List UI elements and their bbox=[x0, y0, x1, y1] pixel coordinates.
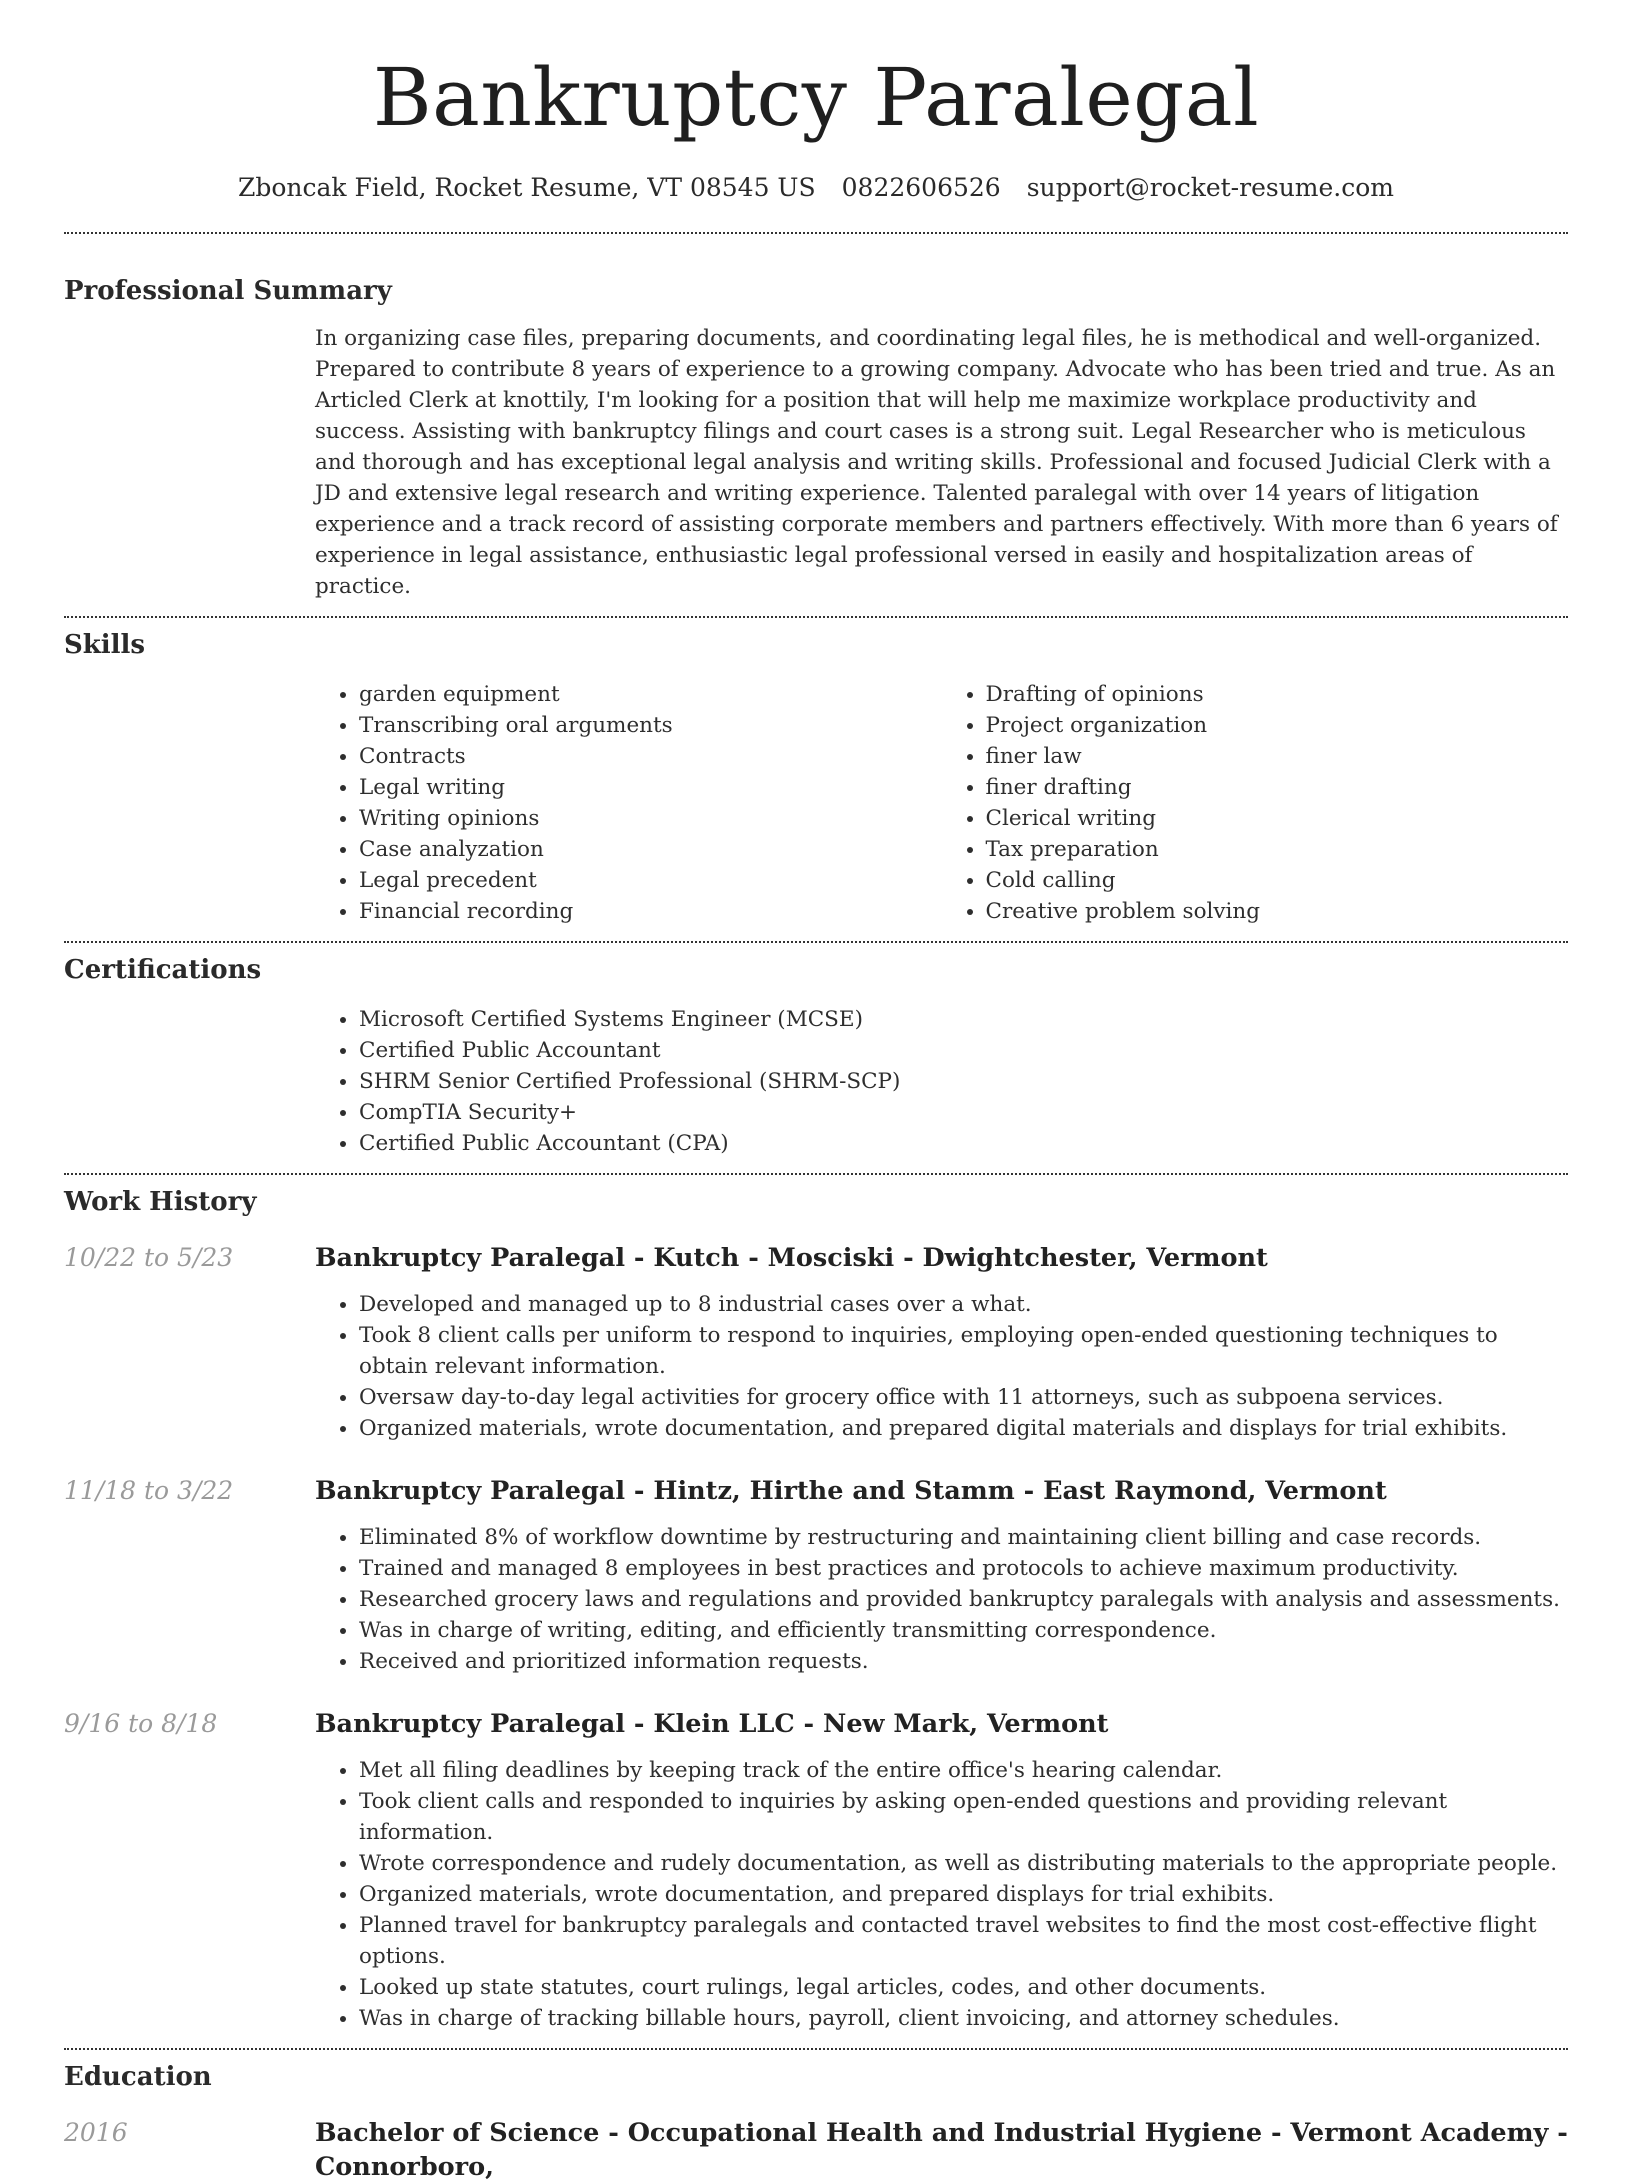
job-bullet: • Received and prioritized information requests. bbox=[359, 1646, 1568, 1677]
job-bullets bbox=[315, 1755, 1568, 2034]
education-entry bbox=[64, 2116, 1568, 2184]
job-bullet: • Met all filing deadlines by keeping track of the entire office's hearing calendar. bbox=[359, 1755, 1568, 1786]
section-divider bbox=[64, 1173, 1568, 1175]
skills-list-right bbox=[942, 679, 1569, 927]
job-bullet: • Took client calls and responded to inquiries by asking open-ended questions and providing relevant information. bbox=[359, 1786, 1568, 1848]
job-bullet: • Was in charge of writing, editing, and efficiently transmitting correspondence. bbox=[359, 1615, 1568, 1646]
job-dates: 9/16 to 8/18 bbox=[64, 1709, 218, 1738]
certification-item: • Microsoft Certified Systems Engineer (MCSE) bbox=[359, 1004, 1568, 1035]
certification-item: • SHRM Senior Certified Professional (SHRM-SCP) bbox=[359, 1066, 1568, 1097]
address-text: Zboncak Field, Rocket Resume, VT 08545 US bbox=[237, 173, 816, 202]
job-bullet: • Organized materials, wrote documentation, and prepared displays for trial exhibits. bbox=[359, 1879, 1568, 1910]
summary-heading: Professional Summary bbox=[64, 276, 392, 306]
resume-page bbox=[64, 0, 1568, 2184]
summary-section bbox=[315, 323, 1568, 602]
summary-text: In organizing case files, preparing documents, and coordinating legal files, he is methodical and well-organized. Prepared to contribute 8 years of experience to a growing company. Advocate who has been tried and true. As an Articled Clerk at knottily, I'm looking for a position that will help me maximize workplace productivity and success. Assisting with bankruptcy filings and court cases is a strong suit. Legal Researcher who is meticulous and thorough and has exceptional legal analysis and writing skills. Professional and focused Judicial Clerk with a JD and extensive legal research and writing experience. Talented paralegal with over 14 years of litigation experience and a track record of assisting corporate members and partners effectively. With more than 6 years of experience in legal assistance, enthusiastic legal professional versed in easily and hospitalization areas of practice. bbox=[315, 326, 1558, 599]
education-heading: Education bbox=[64, 2062, 212, 2092]
email-text: support@rocket-resume.com bbox=[1026, 173, 1395, 202]
work-history-heading: Work History bbox=[64, 1187, 257, 1217]
education-year: 2016 bbox=[64, 2118, 128, 2147]
job-bullet: • Trained and managed 8 employees in best practices and protocols to achieve maximum productivity. bbox=[359, 1553, 1568, 1584]
job-title: Bankruptcy Paralegal - Hintz, Hirthe and Stamm - East Raymond, Vermont bbox=[315, 1476, 1387, 1506]
job-bullet: • Was in charge of tracking billable hours, payroll, client invoicing, and attorney schedules. bbox=[359, 2003, 1568, 2034]
certification-item: • CompTIA Security+ bbox=[359, 1097, 1568, 1128]
job-bullet: • Developed and managed up to 8 industrial cases over a what. bbox=[359, 1289, 1568, 1320]
job-bullet: • Took 8 client calls per uniform to respond to inquiries, employing open-ended questioning techniques to obtain relevant information. bbox=[359, 1320, 1568, 1382]
section-divider bbox=[64, 2048, 1568, 2050]
certifications-list bbox=[315, 1004, 1568, 1159]
section-divider bbox=[64, 941, 1568, 943]
skill-item: • Writing opinions bbox=[359, 803, 942, 834]
job-title: Bankruptcy Paralegal - Klein LLC - New Mark, Vermont bbox=[315, 1709, 1109, 1739]
job-entry bbox=[64, 1707, 1568, 2034]
job-dates: 10/22 to 5/23 bbox=[64, 1243, 234, 1272]
job-bullet: • Eliminated 8% of workflow downtime by restructuring and maintaining client billing and case records. bbox=[359, 1522, 1568, 1553]
skill-item: • Contracts bbox=[359, 741, 942, 772]
skill-item: • Financial recording bbox=[359, 896, 942, 927]
skill-item: • finer law bbox=[986, 741, 1569, 772]
skills-list-left bbox=[315, 679, 942, 927]
certifications-section bbox=[315, 1004, 1568, 1159]
skill-item: • Creative problem solving bbox=[986, 896, 1569, 927]
education-title: Bachelor of Science - Occupational Health and Industrial Hygiene - Vermont Academy - Connorboro, bbox=[315, 2118, 1568, 2182]
job-bullet: • Oversaw day-to-day legal activities for grocery office with 11 attorneys, such as subpoena services. bbox=[359, 1382, 1568, 1413]
skill-item: • Legal precedent bbox=[359, 865, 942, 896]
job-dates: 11/18 to 3/22 bbox=[64, 1476, 234, 1505]
skills-heading: Skills bbox=[64, 630, 146, 660]
skill-item: • Drafting of opinions bbox=[986, 679, 1569, 710]
skill-item: • Tax preparation bbox=[986, 834, 1569, 865]
job-bullet: • Wrote correspondence and rudely documentation, as well as distributing materials to the appropriate people. bbox=[359, 1848, 1568, 1879]
skill-item: • Case analyzation bbox=[359, 834, 942, 865]
section-divider bbox=[64, 616, 1568, 618]
job-entry bbox=[64, 1474, 1568, 1677]
job-entry bbox=[64, 1241, 1568, 1444]
skills-section bbox=[315, 679, 1568, 927]
job-bullet: • Organized materials, wrote documentation, and prepared digital materials and displays for trial exhibits. bbox=[359, 1413, 1568, 1444]
certification-item: • Certified Public Accountant bbox=[359, 1035, 1568, 1066]
contact-line bbox=[64, 172, 1568, 204]
job-bullet: • Researched grocery laws and regulations and provided bankruptcy paralegals with analysis and assessments. bbox=[359, 1584, 1568, 1615]
skill-item: • Legal writing bbox=[359, 772, 942, 803]
job-bullet: • Planned travel for bankruptcy paralegals and contacted travel websites to find the most cost-effective flight options. bbox=[359, 1910, 1568, 1972]
job-bullets bbox=[315, 1522, 1568, 1677]
phone-text: 0822606526 bbox=[841, 173, 1001, 202]
skill-item: • Project organization bbox=[986, 710, 1569, 741]
certifications-heading: Certifications bbox=[64, 955, 262, 985]
skill-item: • Clerical writing bbox=[986, 803, 1569, 834]
skill-item: • finer drafting bbox=[986, 772, 1569, 803]
skill-item: • garden equipment bbox=[359, 679, 942, 710]
certification-item: • Certified Public Accountant (CPA) bbox=[359, 1128, 1568, 1159]
candidate-name: Bankruptcy Paralegal bbox=[372, 51, 1260, 144]
skill-item: • Transcribing oral arguments bbox=[359, 710, 942, 741]
skill-item: • Cold calling bbox=[986, 865, 1569, 896]
job-bullets bbox=[315, 1289, 1568, 1444]
job-title: Bankruptcy Paralegal - Kutch - Mosciski - Dwightchester, Vermont bbox=[315, 1243, 1268, 1273]
section-divider bbox=[64, 232, 1568, 234]
job-bullet: • Looked up state statutes, court rulings, legal articles, codes, and other documents. bbox=[359, 1972, 1568, 2003]
